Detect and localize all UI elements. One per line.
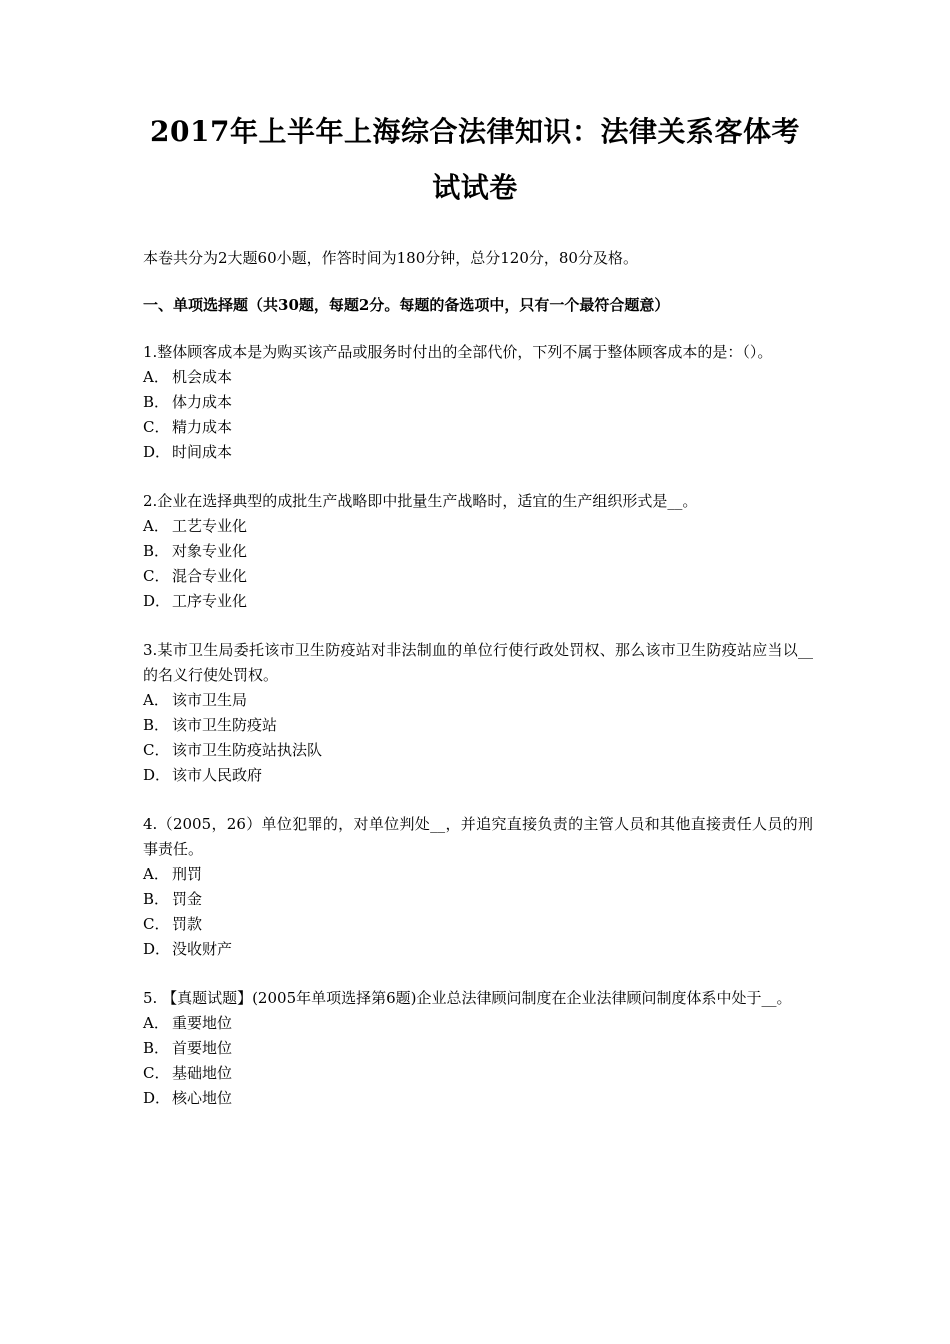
option-letter: C． <box>143 567 170 585</box>
option-text: 对象专业化 <box>172 542 248 560</box>
option-c <box>143 912 813 937</box>
option-text: 体力成本 <box>172 393 233 411</box>
option-c <box>143 738 813 763</box>
option-letter: A． <box>143 865 169 883</box>
document-title <box>120 104 830 216</box>
option-d <box>143 440 813 465</box>
option-text: 该市卫生局 <box>172 691 248 709</box>
question-stem: 1.整体顾客成本是为购买该产品或服务时付出的全部代价，下列不属于整体顾客成本的是：（）。 <box>143 343 773 361</box>
option-d <box>143 1086 813 1111</box>
option-a <box>143 514 813 539</box>
option-b <box>143 713 813 738</box>
option-text: 罚金 <box>172 890 203 908</box>
exam-intro: 本卷共分为2大题60小题，作答时间为180分钟，总分120分，80分及格。 <box>143 249 638 267</box>
option-text: 精力成本 <box>172 418 233 436</box>
option-text: 刑罚 <box>172 865 203 883</box>
option-text: 重要地位 <box>172 1014 233 1032</box>
section-heading: 一、单项选择题（共30题，每题2分。每题的备选项中，只有一个最符合题意） <box>143 296 670 314</box>
option-a <box>143 688 813 713</box>
option-letter: D． <box>143 1089 171 1107</box>
option-a <box>143 1011 813 1036</box>
option-text: 该市人民政府 <box>172 766 263 784</box>
question-stem: 2.企业在选择典型的成批生产战略即中批量生产战略时，适宜的生产组织形式是__。 <box>143 492 698 510</box>
option-letter: B． <box>143 716 170 734</box>
option-d <box>143 937 813 962</box>
title-line-2: 试试卷 <box>432 171 518 204</box>
option-text: 首要地位 <box>172 1039 233 1057</box>
option-letter: D． <box>143 766 171 784</box>
option-letter: B． <box>143 393 170 411</box>
option-letter: B． <box>143 890 170 908</box>
option-letter: A． <box>143 1014 169 1032</box>
option-letter: B． <box>143 1039 170 1057</box>
option-text: 时间成本 <box>172 443 233 461</box>
option-text: 该市卫生防疫站执法队 <box>172 741 323 759</box>
option-d <box>143 589 813 614</box>
question-stem: 3.某市卫生局委托该市卫生防疫站对非法制血的单位行使行政处罚权、那么该市卫生防疫站应当以__的名义行使处罚权。 <box>143 641 813 684</box>
option-text: 机会成本 <box>172 368 233 386</box>
question-stem: 4.（2005，26）单位犯罪的，对单位判处__，并追究直接负责的主管人员和其他直接责任人员的刑事责任。 <box>143 815 813 858</box>
option-text: 核心地位 <box>172 1089 233 1107</box>
option-c <box>143 415 813 440</box>
option-letter: A． <box>143 368 169 386</box>
option-c <box>143 564 813 589</box>
option-text: 该市卫生防疫站 <box>172 716 278 734</box>
option-letter: C． <box>143 1064 170 1082</box>
title-line-1: 2017年上半年上海综合法律知识：法律关系客体考 <box>150 115 800 148</box>
option-letter: A． <box>143 517 169 535</box>
option-a <box>143 365 813 390</box>
option-text: 没收财产 <box>172 940 233 958</box>
option-text: 罚款 <box>172 915 203 933</box>
question-5 <box>143 986 813 1111</box>
option-a <box>143 862 813 887</box>
option-d <box>143 763 813 788</box>
question-3 <box>143 638 813 788</box>
option-letter: C． <box>143 741 170 759</box>
question-1 <box>143 340 813 465</box>
option-text: 混合专业化 <box>172 567 248 585</box>
option-b <box>143 1036 813 1061</box>
option-letter: D． <box>143 940 171 958</box>
option-b <box>143 390 813 415</box>
option-b <box>143 539 813 564</box>
option-c <box>143 1061 813 1086</box>
option-letter: C． <box>143 418 170 436</box>
option-text: 工序专业化 <box>172 592 248 610</box>
option-b <box>143 887 813 912</box>
option-letter: D． <box>143 443 171 461</box>
option-text: 工艺专业化 <box>172 517 248 535</box>
option-letter: D． <box>143 592 171 610</box>
question-2 <box>143 489 813 614</box>
option-letter: B． <box>143 542 170 560</box>
option-letter: A． <box>143 691 169 709</box>
question-4 <box>143 812 813 962</box>
question-stem: 5. 【真题试题】(2005年单项选择第6题)企业总法律顾问制度在企业法律顾问制度体系中处于__。 <box>143 989 792 1007</box>
option-text: 基础地位 <box>172 1064 233 1082</box>
option-letter: C． <box>143 915 170 933</box>
document-body <box>143 246 813 1135</box>
